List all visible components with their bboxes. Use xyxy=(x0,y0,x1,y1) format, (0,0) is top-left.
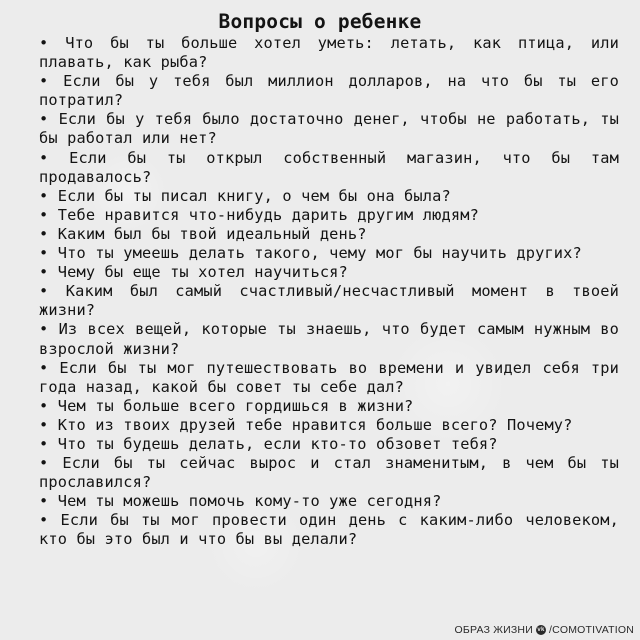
question-text: Чем ты можешь помочь кому-то уже сегодня? xyxy=(57,492,442,511)
list-item xyxy=(39,397,619,416)
list-item xyxy=(39,435,619,454)
question-text: Кто из твоих друзей тебе нравится больше всего? Почему? xyxy=(57,415,573,434)
list-item xyxy=(39,282,619,320)
footer-brand: ОБРАЗ ЖИЗНИ xyxy=(454,624,533,636)
question-text: Если бы ты открыл собственный магазин, что бы там продавалось? xyxy=(39,148,619,186)
list-item xyxy=(39,359,619,397)
bullet: • xyxy=(39,511,49,530)
question-text: Если бы ты мог провести один день с каким-либо человеком, кто бы это был и что бы вы делали? xyxy=(39,511,619,549)
question-text: Чему бы еще ты хотел научиться? xyxy=(57,263,348,282)
question-text: Что бы ты больше хотел уметь: летать, как птица, или плавать, как рыба? xyxy=(39,34,619,72)
list-item xyxy=(39,263,619,282)
bullet: • xyxy=(39,224,49,243)
list-item xyxy=(39,511,619,549)
bullet: • xyxy=(39,110,49,129)
list-item xyxy=(39,110,619,148)
question-text: Что ты будешь делать, если кто-то обзовет тебя? xyxy=(57,434,498,453)
questions-list xyxy=(39,34,619,550)
list-item xyxy=(39,206,619,225)
question-text: Чем ты больше всего гордишься в жизни? xyxy=(57,396,414,415)
bullet: • xyxy=(39,205,49,224)
question-text: Если бы ты писал книгу, о чем бы она была? xyxy=(57,186,451,205)
list-item xyxy=(39,492,619,511)
bullet: • xyxy=(39,358,49,377)
bullet: • xyxy=(39,320,49,339)
footer-credit xyxy=(455,624,634,636)
question-text: Каким был бы твой идеальный день? xyxy=(57,224,367,243)
question-text: Если бы ты сейчас вырос и стал знаменитым, в чем бы ты прославился? xyxy=(39,454,619,492)
vk-icon: vk xyxy=(537,627,545,633)
list-item xyxy=(39,225,619,244)
list-item xyxy=(39,320,619,358)
question-text: Что ты умеешь делать такого, чему мог бы научить других? xyxy=(57,244,582,263)
bullet: • xyxy=(39,263,49,282)
bullet: • xyxy=(39,186,49,205)
question-text: Если бы у тебя было достаточно денег, чтобы не работать, ты бы работал или нет? xyxy=(39,110,619,148)
list-item xyxy=(39,416,619,435)
bullet: • xyxy=(39,244,49,263)
bullet: • xyxy=(39,454,49,473)
list-item xyxy=(39,244,619,263)
bullet: • xyxy=(39,282,49,301)
bullet: • xyxy=(39,396,49,415)
question-text: Тебе нравится что-нибудь дарить другим людям? xyxy=(57,205,479,224)
list-item xyxy=(39,34,619,72)
list-item xyxy=(39,149,619,187)
bullet: • xyxy=(39,415,49,434)
question-text: Из всех вещей, которые ты знаешь, что будет самым нужным во взрослой жизни? xyxy=(39,320,619,358)
list-item xyxy=(39,454,619,492)
question-text: Если бы ты мог путешествовать во времени и увидел себя три года назад, какой бы совет ты себе дал? xyxy=(39,358,619,396)
bullet: • xyxy=(39,492,49,511)
page-title: Вопросы о ребенке xyxy=(218,10,422,33)
question-text: Каким был самый счастливый/несчастливый момент в твоей жизни? xyxy=(39,282,619,320)
list-item xyxy=(39,72,619,110)
footer-handle: /COMOTIVATION xyxy=(548,624,634,636)
bullet: • xyxy=(39,434,49,453)
question-text: Если бы у тебя был миллион долларов, на что бы ты его потратил? xyxy=(39,72,619,110)
bullet: • xyxy=(39,148,49,167)
list-item xyxy=(39,187,619,206)
bullet: • xyxy=(39,34,49,52)
bullet: • xyxy=(39,72,49,91)
